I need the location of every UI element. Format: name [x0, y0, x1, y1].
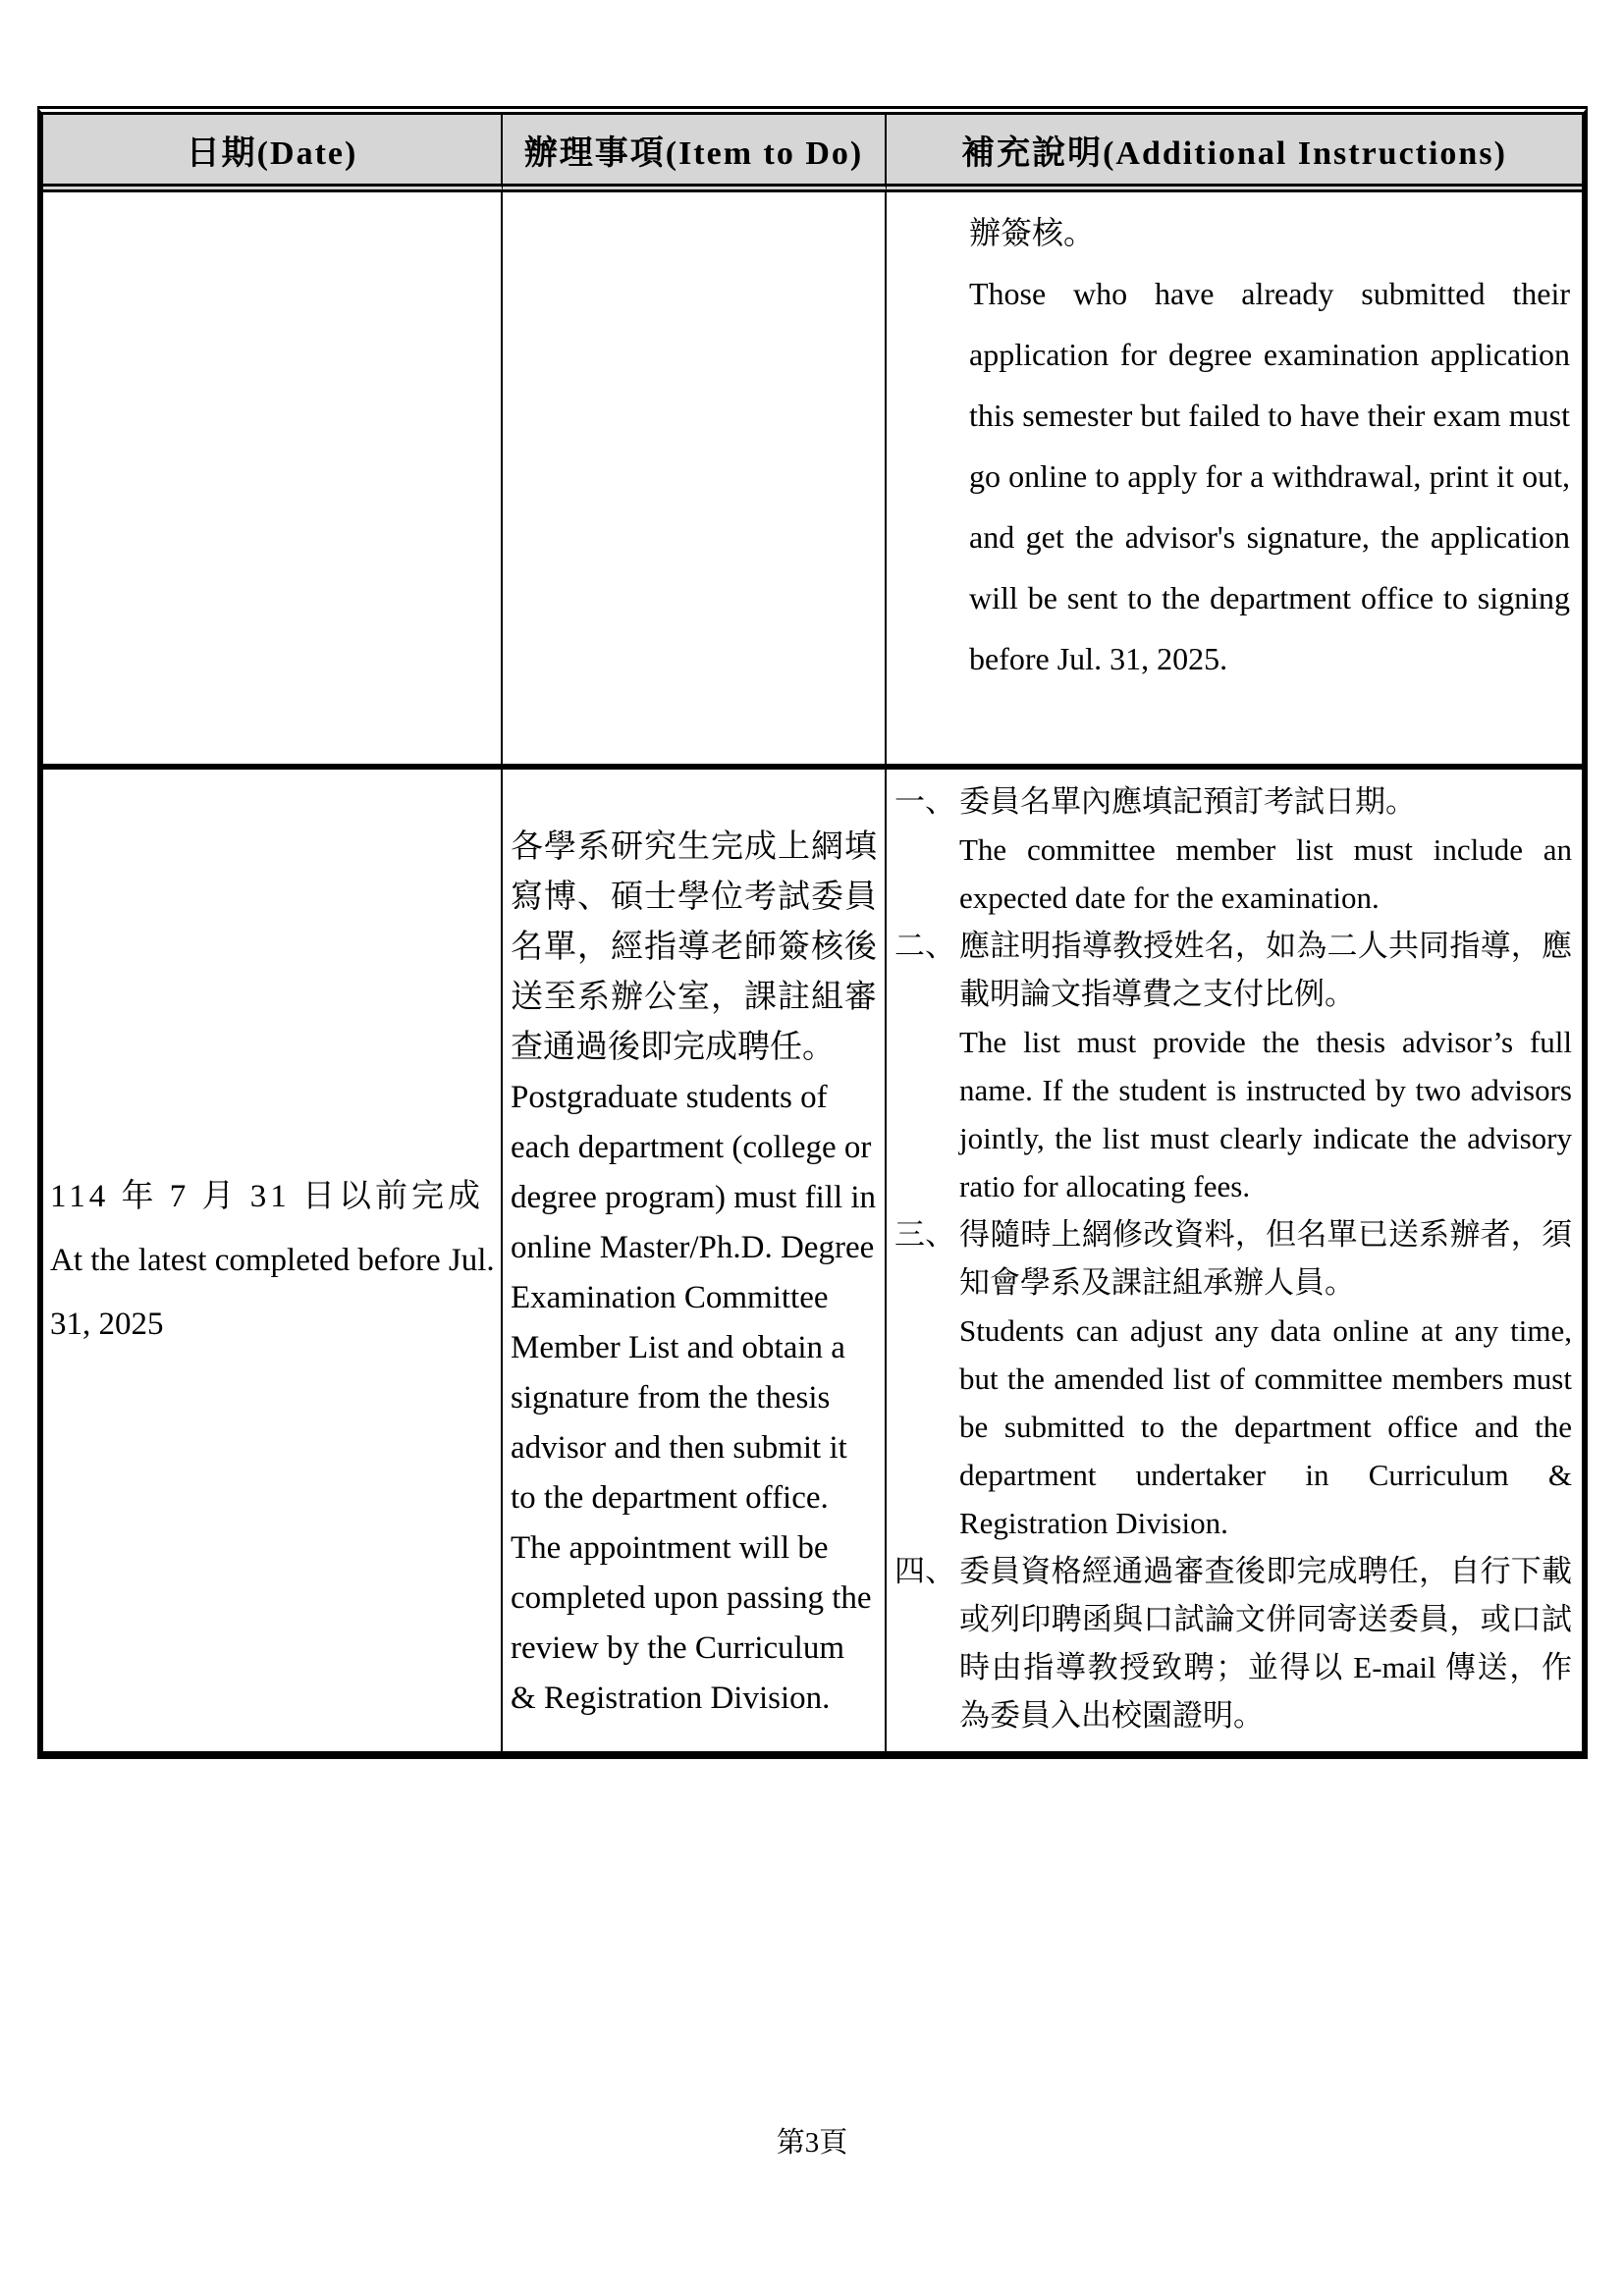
instruction-item-3-marker: 三、	[894, 1217, 955, 1252]
item-zh: 各學系研究生完成上網填寫博、碩士學位考試委員名單，經指導老師簽核後送至系辦公室，課註組審查通過後即完成聘任。	[511, 829, 877, 1065]
instruction-item-3	[894, 1210, 1572, 1547]
schedule-table	[37, 106, 1588, 1759]
instruction-item-1	[894, 777, 1572, 922]
instruction-item-1-en: The committee member list must include an expected date for the examination.	[959, 832, 1572, 915]
cell-row1-instructions-continued	[887, 192, 1582, 770]
instruction-item-2-en: The list must provide the thesis advisor’s full name. If the student is instructed by two advisors jointly, the list must clearly indicate the advisory ratio for allocating fees.	[959, 1025, 1572, 1203]
instruction-item-2	[894, 922, 1572, 1210]
cell-row1-date-empty	[43, 192, 503, 770]
instruction-item-2-marker: 二、	[894, 929, 955, 963]
instruction-item-4	[894, 1547, 1572, 1739]
cell-row1-item-empty	[503, 192, 887, 770]
instructions-continued-en: Those who have already submitted their application for degree examination application this semester but failed to have their exam must go online to apply for a withdrawal, print it out, and get the advisor's signature, the application will be sent to the department office to signing before Jul. 31, 2025.	[969, 276, 1570, 676]
column-header-additional-instructions: 補充說明(Additional Instructions)	[887, 115, 1582, 192]
instruction-item-3-en: Students can adjust any data online at any time, but the amended list of committee members must be submitted to the department office and the department undertaker in Curriculum & Registration Division.	[959, 1313, 1572, 1540]
instruction-item-4-marker: 四、	[894, 1554, 955, 1588]
instruction-item-2-zh: 應註明指導教授姓名，如為二人共同指導，應載明論文指導費之支付比例。	[959, 929, 1572, 1011]
cell-row2-item-to-do	[503, 770, 887, 1751]
instruction-item-1-zh: 委員名單內應填記預訂考試日期。	[959, 784, 1416, 819]
instructions-continued-zh: 辦簽核。	[969, 215, 1096, 250]
column-header-date: 日期(Date)	[43, 115, 503, 192]
cell-row2-instructions	[887, 770, 1582, 1751]
instruction-item-4-zh: 委員資格經通過審查後即完成聘任，自行下載或列印聘函與口試論文併同寄送委員，或口試時由指導教授致聘；並得以 E-mail 傳送，作為委員入出校園證明。	[959, 1554, 1572, 1733]
item-en: Postgraduate students of each department (college or degree program) must fill in online Master/Ph.D. Degree Examination Committee Member List and obtain a signature from the thesis advisor and then submit it to the department office. The appointment will be completed upon passing the review by the Curriculum & Registration Division.	[511, 1080, 877, 1716]
date-en: At the latest completed before Jul. 31, 2025	[50, 1242, 495, 1342]
cell-row2-date	[43, 770, 503, 1751]
column-header-item-to-do: 辦理事項(Item to Do)	[503, 115, 887, 192]
instruction-item-1-marker: 一、	[894, 784, 955, 819]
date-zh: 114 年 7 月 31 日以前完成	[50, 1178, 485, 1214]
page-number: 第3頁	[776, 2127, 848, 2159]
instruction-item-3-zh: 得隨時上網修改資料，但名單已送系辦者，須知會學系及課註組承辦人員。	[959, 1217, 1572, 1300]
